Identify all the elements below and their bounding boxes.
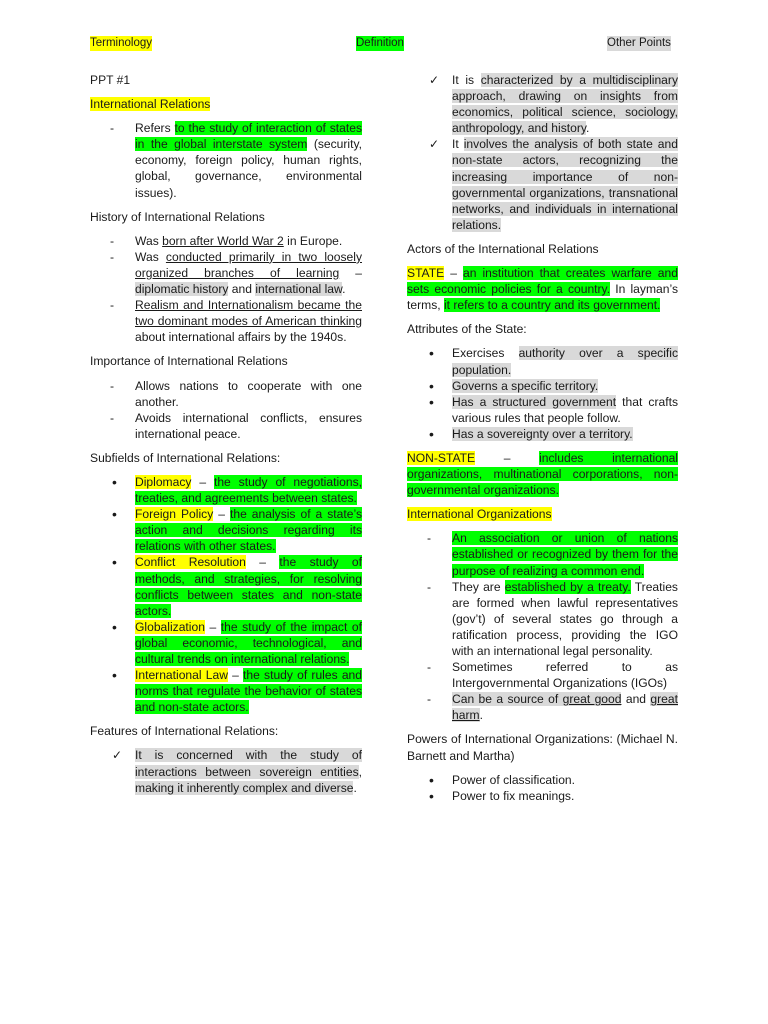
io-title: International Organizations — [407, 507, 552, 522]
ppt-label: PPT #1 — [90, 73, 131, 87]
list-item: • Power to fix meanings. — [429, 787, 575, 804]
subfields-title: Subfields of International Relations: — [90, 450, 281, 465]
list-item: - Realism and Internationalism became the two dominant modes of American thinking about international affairs by the 1940s. — [110, 298, 362, 345]
list-item: • Exercises authority over a specific population. — [429, 345, 679, 377]
list-item: • Power of classification. — [429, 771, 576, 788]
bullet-icon: • — [112, 473, 117, 490]
bullet-icon: • — [112, 506, 117, 523]
history-title: History of International Relations — [90, 209, 265, 224]
actors-title: Actors of the International Relations — [407, 241, 599, 256]
list-item: - An association or union of nations established or recognized by them for the purpose of realizing a common end. — [427, 531, 678, 578]
legend-terminology: Terminology — [90, 37, 152, 49]
attributes-title: Attributes of the State: — [407, 322, 527, 337]
bullet-icon: • — [112, 667, 117, 684]
powers-title: Powers of International Organizations: (Michael N. Barnett and Martha) — [407, 732, 678, 763]
list-item: • Has a structured government that crafts various rules that people follow. — [429, 393, 678, 425]
list-item: • International Law – the study of rules and norms that regulate the behavior of states and non-state actors. — [112, 667, 362, 715]
list-item: - Avoids international conflicts, ensures international peace. — [110, 410, 362, 441]
importance-title: Importance of International Relations — [90, 354, 288, 369]
bullet-icon: • — [429, 771, 434, 788]
features-title: Features of International Relations: — [90, 724, 279, 739]
bullet-icon: • — [429, 393, 434, 410]
bullet-icon: • — [429, 345, 434, 362]
nonstate-definition: NON-STATE – includes international organizations, multinational corporations, non-governmental organizations. — [407, 450, 678, 498]
bullet-icon: • — [429, 425, 434, 442]
list-item: • Has a sovereignty over a territory. — [429, 425, 633, 442]
list-item: ✓ It is characterized by a multidisciplinary approach, drawing on insights from economics, political science, sociology, anthropology, and history. — [429, 73, 678, 136]
list-item: • Foreign Policy – the analysis of a state’s action and decisions regarding its relations with other states. — [112, 506, 362, 554]
bullet-icon: • — [112, 554, 117, 571]
list-item: • Conflict Resolution – the study of methods, and strategies, for resolving conflicts between states and non-state actors. — [112, 554, 362, 618]
list-item: - Refers to the study of interaction of states in the global interstate system (security, economy, foreign policy, human rights, global, governance, environmental issues). — [110, 121, 362, 200]
state-definition: STATE – an institution that creates warfare and sets economic policies for a country. In layman’s terms, it refers to a country and its government. — [407, 266, 679, 313]
legend-definition: Definition — [356, 37, 404, 49]
check-icon: ✓ — [429, 73, 440, 87]
list-item: ✓ It involves the analysis of both state and non-state actors, recognizing the increasing importance of non-governmental organizations, transnational networks, and individuals in international relations. — [429, 137, 678, 232]
list-item: ✓ It is concerned with the study of interactions between sovereign entities, making it inherently complex and diverse. — [112, 748, 362, 795]
list-item: - Was born after World War 2 in Europe. — [110, 233, 343, 248]
legend-other-points: Other Points — [607, 37, 671, 49]
list-item: - They are established by a treaty. Treaties are formed when lawful representatives (gov’t) of several states go through a ratification process, providing the IGO with an international legal personality. — [427, 579, 678, 658]
list-item: - Sometimes referred to as Intergovernmental Organizations (IGOs) — [427, 660, 678, 691]
check-icon: ✓ — [429, 137, 440, 152]
bullet-icon: • — [429, 377, 434, 394]
list-item: - Was conducted primarily in two loosely organized branches of learning – diplomatic history and international law. — [110, 249, 362, 297]
list-item: • Globalization – the study of the impact of global economic, technological, and cultural trends on international relations. — [112, 618, 362, 666]
bullet-icon: • — [112, 618, 117, 635]
check-icon: ✓ — [112, 748, 123, 763]
left-column — [90, 72, 362, 804]
list-item: - Can be a source of great good and great harm. — [427, 692, 678, 723]
list-item: - Allows nations to cooperate with one another. — [110, 378, 362, 409]
list-item: • Governs a specific territory. — [429, 377, 599, 394]
right-column — [407, 72, 678, 812]
bullet-icon: • — [429, 787, 434, 804]
ir-title: International Relations — [90, 97, 211, 112]
list-item: • Diplomacy – the study of negotiations, treaties, and agreements between states. — [112, 473, 363, 506]
